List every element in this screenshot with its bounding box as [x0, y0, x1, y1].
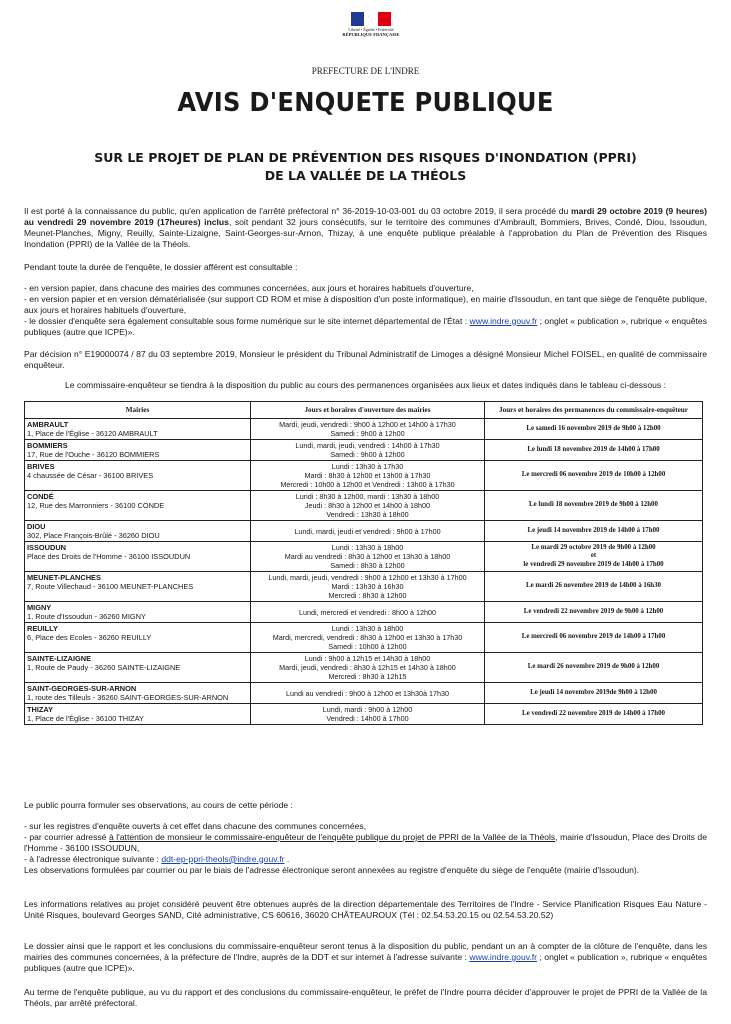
table-row [25, 602, 703, 623]
permanence-line: Le vendredi 22 novembre 2019 de 14h00 à 17h00 [522, 709, 665, 717]
opening-hours-line: Lundi : 13h30 à 18h00 [331, 624, 404, 633]
consultation-lead: Pendant toute la durée de l'enquête, le dossier afférent est consultable : [24, 262, 298, 272]
mairie-cell [25, 491, 251, 521]
flag-blue-band [351, 12, 364, 26]
mairie-address: Place des Droits de l'Homme - 36100 ISSOUDUN [27, 552, 191, 561]
mairie-cell [25, 521, 251, 542]
mairie-address: 7, Route Villechaud - 36100 MEUNET-PLANCHES [27, 582, 194, 591]
indre-website-link[interactable]: www.indre.gouv.fr [469, 951, 538, 962]
table-row [25, 542, 703, 572]
mairie-name: SAINT-GEORGES-SUR-ARNON [27, 684, 137, 693]
mairie-address: 17, Rue de l'Ouche - 36120 BOMMIERS [27, 450, 160, 459]
mairie-cell [25, 461, 251, 491]
permanence-line: Le jeudi 14 novembre 2019de 9h00 à 12h00 [530, 688, 657, 696]
permanence-cell [485, 653, 703, 683]
observations-item: - par courrier adressé à l'attention de monsieur le commissaire-enquêteur de l'enquête publique du projet de PPRI de la Vallée de la Théols, mairie d'Issoudun, Place des Droits de l'Homme - 36100 ISSOUDUN, [24, 831, 707, 853]
observations-lead: Le public pourra formuler ses observations, au cours de cette période : [24, 800, 293, 810]
mairie-cell [25, 623, 251, 653]
permanence-line: Le jeudi 14 novembre 2019 de 14h00 à 17h00 [527, 526, 660, 534]
permanence-cell [485, 704, 703, 725]
mairie-address: 1, Route de Paudy - 36260 SAINTE-LIZAIGNE [27, 663, 181, 672]
permanence-cell [485, 572, 703, 602]
dossier-paragraph: Le dossier ainsi que le rapport et les conclusions du commissaire-enquêteur seront tenus à la disposition du public, pendant un an à compter de la clôture de l'enquête, dans les mairies des communes concernées, à la préfecture de l'Indre, auprès de la DDT et sur internet à l'adresse suivante : www.indre.gouv.fr ; onglet « publication », rubrique « enquêtes publiques (autre que ICPE)». [24, 941, 708, 973]
observations-section [24, 800, 707, 875]
permanence-line: Le mardi 26 novembre 2019 de 9h00 à 12h00 [527, 663, 660, 671]
permanence-cell [485, 491, 703, 521]
opening-hours-line: Mardi : 8h30 à 12h00 et 13h00 à 17h30 [304, 471, 431, 480]
permanence-cell [485, 419, 703, 440]
mairie-name: MEUNET-PLANCHES [27, 573, 101, 582]
opening-hours-cell [251, 683, 485, 704]
opening-hours-cell [251, 653, 485, 683]
logo-motto: Liberté • Égalité • Fraternité [348, 27, 394, 32]
column-header: Mairies [25, 402, 251, 419]
opening-hours-line: Samedi : 8h30 à 12h00 [330, 561, 405, 570]
opening-hours-line: Lundi : 13h30 à 18h00 [331, 543, 404, 552]
opening-hours-line: Lundi : 8h30 à 12h00, mardi : 13h30 à 18h00 [295, 492, 440, 501]
opening-hours-line: Lundi, mardi, jeudi et vendredi : 9h00 à 17h00 [294, 526, 441, 536]
mairie-name: MIGNY [27, 603, 52, 612]
permanence-cell [485, 440, 703, 461]
observations-item: - à l'adresse électronique suivante : ddt-ep-ppri-theols@indre.gouv.fr . [24, 853, 290, 864]
permanence-line: et [590, 552, 597, 560]
table-intro: Le commissaire-enquêteur se tiendra à la disposition du public au cours des permanences organisées aux lieux et dates indiqués dans le tableau ci-dessous : [65, 380, 666, 390]
table-row [25, 491, 703, 521]
consultation-item: - en version papier, dans chacune des mairies des communes concernées, aux jours et horaires habituels d'ouverture, [24, 282, 474, 293]
opening-hours-line: Vendredi : 13h30 à 18h00 [326, 510, 409, 519]
flag-red-band [378, 12, 391, 26]
opening-hours-cell [251, 542, 485, 572]
opening-hours-cell [251, 440, 485, 461]
mairie-address: 1, route des Tilleuls - 36260 SAINT-GEORGES-SUR-ARNON [27, 693, 229, 702]
enquiry-dates: mardi 29 octobre 2019 (9 heures) au vendredi 29 novembre 2019 (17heures) inclus [24, 206, 707, 227]
permanence-cell [485, 542, 703, 572]
table-row [25, 653, 703, 683]
opening-hours-line: Vendredi : 14h00 à 17h00 [326, 714, 409, 723]
permanence-cell [485, 461, 703, 491]
permanence-line: Le mercredi 06 novembre 2019 de 14h00 à 17h00 [521, 633, 666, 641]
flag-white-band [364, 12, 377, 26]
mairie-cell [25, 653, 251, 683]
mairie-name: ISSOUDUN [27, 543, 67, 552]
opening-hours-line: Mardi, mercredi, vendredi : 8h30 à 12h00 et 13h30 à 17h30 [272, 633, 463, 642]
mairie-cell [25, 440, 251, 461]
subtitle-line-2: DE LA VALLÉE DE LA THÉOLS [264, 168, 467, 183]
opening-hours-line: Mardi, jeudi, vendredi : 9h00 à 12h00 et 14h00 à 17h30 [279, 420, 456, 429]
permanence-line: Le mardi 26 novembre 2019 de 14h00 à 16h30 [525, 582, 661, 590]
opening-hours-line: Samedi : 9h00 à 12h00 [330, 450, 405, 459]
mairie-name: SAINTE-LIZAIGNE [27, 654, 92, 663]
permanence-cell [485, 683, 703, 704]
opening-hours-line: Mercredi : 10h00 à 12h00 et Vendredi : 13h00 à 17h30 [280, 480, 455, 489]
opening-hours-line: Mercredi : 8h30 à 12h00 [328, 591, 407, 600]
permanence-line: Le lundi 18 novembre 2019 de 14h00 à 17h00 [527, 445, 660, 453]
email-link[interactable]: ddt-ep-ppri-theols@indre.gouv.fr [161, 853, 285, 864]
mairie-name: CONDÉ [27, 492, 54, 501]
opening-hours-line: Mardi : 13h30 à 16h30 [331, 582, 404, 591]
opening-hours-line: Mardi, jeudi, vendredi : 8h30 à 12h15 et 14h30 à 18h00 [279, 663, 456, 672]
opening-hours-cell [251, 491, 485, 521]
permanence-line: Le mardi 29 octobre 2019 de 9h00 à 12h00 [531, 543, 656, 551]
permanences-table [24, 401, 703, 725]
mairie-address: 302, Place François-Brûlé - 36260 DIOU [27, 531, 160, 540]
mairie-cell [25, 419, 251, 440]
opening-hours-cell [251, 419, 485, 440]
information-paragraph: Les informations relatives au projet considéré peuvent être obtenues auprès de la direction départementale des Territoires de l'Indre - Service Planification Risques Eau Nature - Unité Risques, boulevard Georges SAND, Cité administrative, CS 60616, 36020 CHÂTEAUROUX (Tél : 02.54.53.20.15 ou 02.54.53.20.52) [24, 899, 707, 920]
permanence-cell [485, 521, 703, 542]
mairie-address: 1, Place de l'Église - 36120 AMBRAULT [27, 429, 158, 438]
mairie-name: REUILLY [27, 624, 58, 633]
page-subtitle [0, 149, 731, 185]
opening-hours-line: Samedi : 10h00 à 12h00 [328, 642, 407, 651]
mairie-address: 4 chaussée de César - 36100 BRIVES [27, 471, 154, 480]
opening-hours-line: Lundi : 9h00 à 12h15 et 14h30 à 18h00 [304, 654, 431, 663]
consultation-item: - en version papier et en version dématérialisée (sur support CD ROM et mise à disposition d'un poste informatique), en mairie d'Issoudun, en tant que siège de l'enquête publique, aux jours et horaires habituels d'ouverture, [24, 293, 707, 315]
opening-hours-cell [251, 623, 485, 653]
table-header-row [25, 402, 703, 419]
mairie-cell [25, 542, 251, 572]
opening-hours-line: Lundi, mardi, jeudi, vendredi : 9h00 à 12h00 et 13h30 à 17h00 [268, 573, 467, 582]
observations-note: Les observations formulées par courrier ou par le biais de l'adresse électronique seront annexées au registre d'enquête du siège de l'enquête (mairie d'Issoudun). [24, 864, 640, 875]
permanence-line: Le vendredi 22 novembre 2019 de 9h00 à 12h00 [523, 607, 664, 615]
column-header: Jours et horaires d'ouverture des mairies [251, 402, 485, 419]
table-row [25, 440, 703, 461]
table-row [25, 623, 703, 653]
opening-hours-cell [251, 572, 485, 602]
mairie-address: 1, Route d'Issoudun - 36260 MIGNY [27, 612, 146, 621]
table-row [25, 521, 703, 542]
mairie-address: 1, Place de l'Église - 36100 THIZAY [27, 714, 144, 723]
republique-francaise-logo [341, 12, 401, 37]
mairie-name: BOMMIERS [27, 441, 68, 450]
opening-hours-line: Samedi : 9h00 à 12h00 [330, 429, 405, 438]
mairie-cell [25, 683, 251, 704]
logo-republic: RÉPUBLIQUE FRANÇAISE [342, 32, 400, 37]
prefecture-heading: PREFECTURE DE L'INDRE [311, 66, 420, 76]
mairie-name: DIOU [27, 522, 46, 531]
table-row [25, 683, 703, 704]
mairie-name: THIZAY [27, 705, 54, 714]
table-row [25, 572, 703, 602]
mairie-name: BRIVES [27, 462, 55, 471]
opening-hours-line: Lundi, mardi : 9h00 à 12h00 [322, 705, 413, 714]
opening-hours-line: Mercredi : 8h30 à 12h15 [328, 672, 407, 681]
table-row [25, 704, 703, 725]
opening-hours-line: Jeudi : 8h30 à 12h00 et 14h00 à 18h00 [304, 501, 431, 510]
permanence-line: le vendredi 29 novembre 2019 de 14h00 à 17h00 [523, 560, 664, 568]
permanence-line: Le mercredi 06 novembre 2019 de 10h00 à 12h00 [521, 471, 666, 479]
indre-website-link[interactable]: www.indre.gouv.fr [469, 315, 538, 326]
table-row [25, 461, 703, 491]
mairie-name: AMBRAULT [27, 420, 69, 429]
opening-hours-line: Lundi : 13h30 à 17h30 [331, 462, 404, 471]
permanence-cell [485, 623, 703, 653]
intro-paragraph: Il est porté à la connaissance du public, qu'en application de l'arrêté préfectoral n° 36-2019-10-03-001 du 03 octobre 2019, il sera procédé du mardi 29 octobre 2019 (9 heures) au vendredi 29 novembre 2019 (17heures) inclus, soit pendant 32 jours consécutifs, sur le territoire des communes d'Ambrault, Bommiers, Brives, Condé, Diou, Issoudun, Meunet-Planches, Migny, Reuilly, Sainte-Lizaigne, Saint-Georges-sur-Arnon, Thizay, à une enquête publique préalable à l'approbation du Plan de Prévention des Risques Inondation (PPRI) de la Vallée de la Théols. [24, 206, 708, 249]
permanence-cell [485, 602, 703, 623]
mairie-address: 12, Rue des Marronniers - 36100 CONDE [27, 501, 165, 510]
opening-hours-cell [251, 521, 485, 542]
opening-hours-line: Lundi, mardi, jeudi, vendredi : 14h00 à 17h30 [295, 441, 440, 450]
mairie-cell [25, 602, 251, 623]
opening-hours-cell [251, 704, 485, 725]
page-title: AVIS D'ENQUETE PUBLIQUE [177, 88, 554, 118]
mairie-cell [25, 572, 251, 602]
observations-item: - sur les registres d'enquête ouverts à cet effet dans chacune des communes concernées, [24, 820, 367, 831]
mairie-cell [25, 704, 251, 725]
table-row [25, 419, 703, 440]
decision-paragraph: Par décision n° E19000074 / 87 du 03 septembre 2019, Monsieur le président du Tribunal Administratif de Limoges a désigné Monsieur Michel FOISEL, en qualité de commissaire enquêteur. [24, 349, 707, 370]
subtitle-line-1: SUR LE PROJET DE PLAN DE PRÉVENTION DES RISQUES D'INONDATION (PPRI) [94, 150, 637, 165]
conclusion-paragraph: Au terme de l'enquête publique, au vu du rapport et des conclusions du commissaire-enquêteur, le préfet de l'Indre pourra décider d'approuver le projet de PPRI de la Vallée de la Théols, par arrêté préfectoral. [24, 987, 707, 1008]
consultation-section [24, 262, 707, 337]
consultation-item: - le dossier d'enquête sera également consultable sous forme numérique sur le site internet départemental de l'État : www.indre.gouv.fr ; onglet « publication », rubrique « enquêtes publiques (autre que ICPE)». [24, 315, 708, 337]
mairie-address: 6, Place des Ecoles - 36260 REUILLY [27, 633, 152, 642]
french-flag-icon [351, 12, 391, 26]
opening-hours-cell [251, 602, 485, 623]
opening-hours-line: Mardi au vendredi : 8h30 à 12h00 et 13h30 à 18h00 [284, 552, 451, 561]
column-header: Jours et horaires des permanences du commissaire-enquêteur [485, 402, 703, 419]
permanence-line: Le lundi 18 novembre 2019 de 9h00 à 12h00 [529, 501, 658, 509]
opening-hours-line: Lundi, mercredi et vendredi : 8h00 à 12h00 [298, 607, 437, 617]
opening-hours-line: Lundi au vendredi : 9h00 à 12h00 et 13h30à 17h30 [285, 688, 450, 698]
opening-hours-cell [251, 461, 485, 491]
permanence-line: Le samedi 16 novembre 2019 de 9h00 à 12h00 [526, 424, 661, 432]
